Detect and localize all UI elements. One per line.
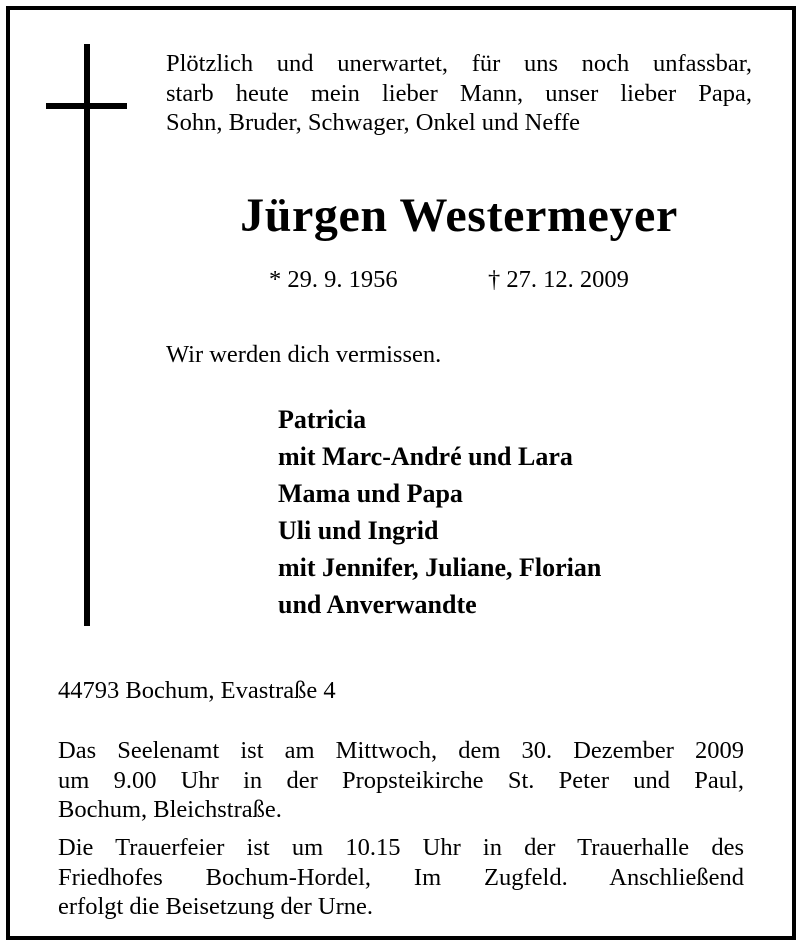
cross-icon [84,44,90,626]
ceremony-line: Friedhofes Bochum-Hordel, Im Zugfeld. Anschließend [58,863,744,891]
mourners-list [278,401,601,623]
birth-date: * 29. 9. 1956 [269,266,398,293]
ceremony-line: erfolgt die Beisetzung der Urne. [58,893,373,920]
requiem-line: Bochum, Bleichstraße. [58,796,282,823]
intro-text [166,49,752,138]
ceremony-info [58,833,744,922]
farewell-text: Wir werden dich vermissen. [166,341,442,368]
mourner-line: mit Marc-André und Lara [278,442,573,471]
intro-line: Sohn, Bruder, Schwager, Onkel und Neffe [166,109,580,136]
mourner-line: mit Jennifer, Juliane, Florian [278,553,602,582]
mourner-line: Uli und Ingrid [278,516,439,545]
mourner-address: 44793 Bochum, Evastraße 4 [58,677,336,704]
obituary-notice [6,6,796,940]
death-date: † 27. 12. 2009 [488,266,629,293]
intro-line: Plötzlich und unerwartet, für uns noch unfassbar, [166,50,752,77]
mourner-line: Mama und Papa [278,479,463,508]
requiem-line: um 9.00 Uhr in der Propsteikirche St. Peter und Paul, [58,766,744,794]
requiem-info [58,736,744,825]
cross-icon-beam [46,103,127,109]
intro-line: starb heute mein lieber Mann, unser lieber Papa, [166,79,752,107]
ceremony-line: Die Trauerfeier ist um 10.15 Uhr in der Trauerhalle des [58,834,744,861]
mourner-line: Patricia [278,405,367,434]
mourner-line: und Anverwandte [278,590,477,619]
deceased-name: Jürgen Westermeyer [240,189,678,242]
requiem-line: Das Seelenamt ist am Mittwoch, dem 30. Dezember 2009 [58,737,744,764]
